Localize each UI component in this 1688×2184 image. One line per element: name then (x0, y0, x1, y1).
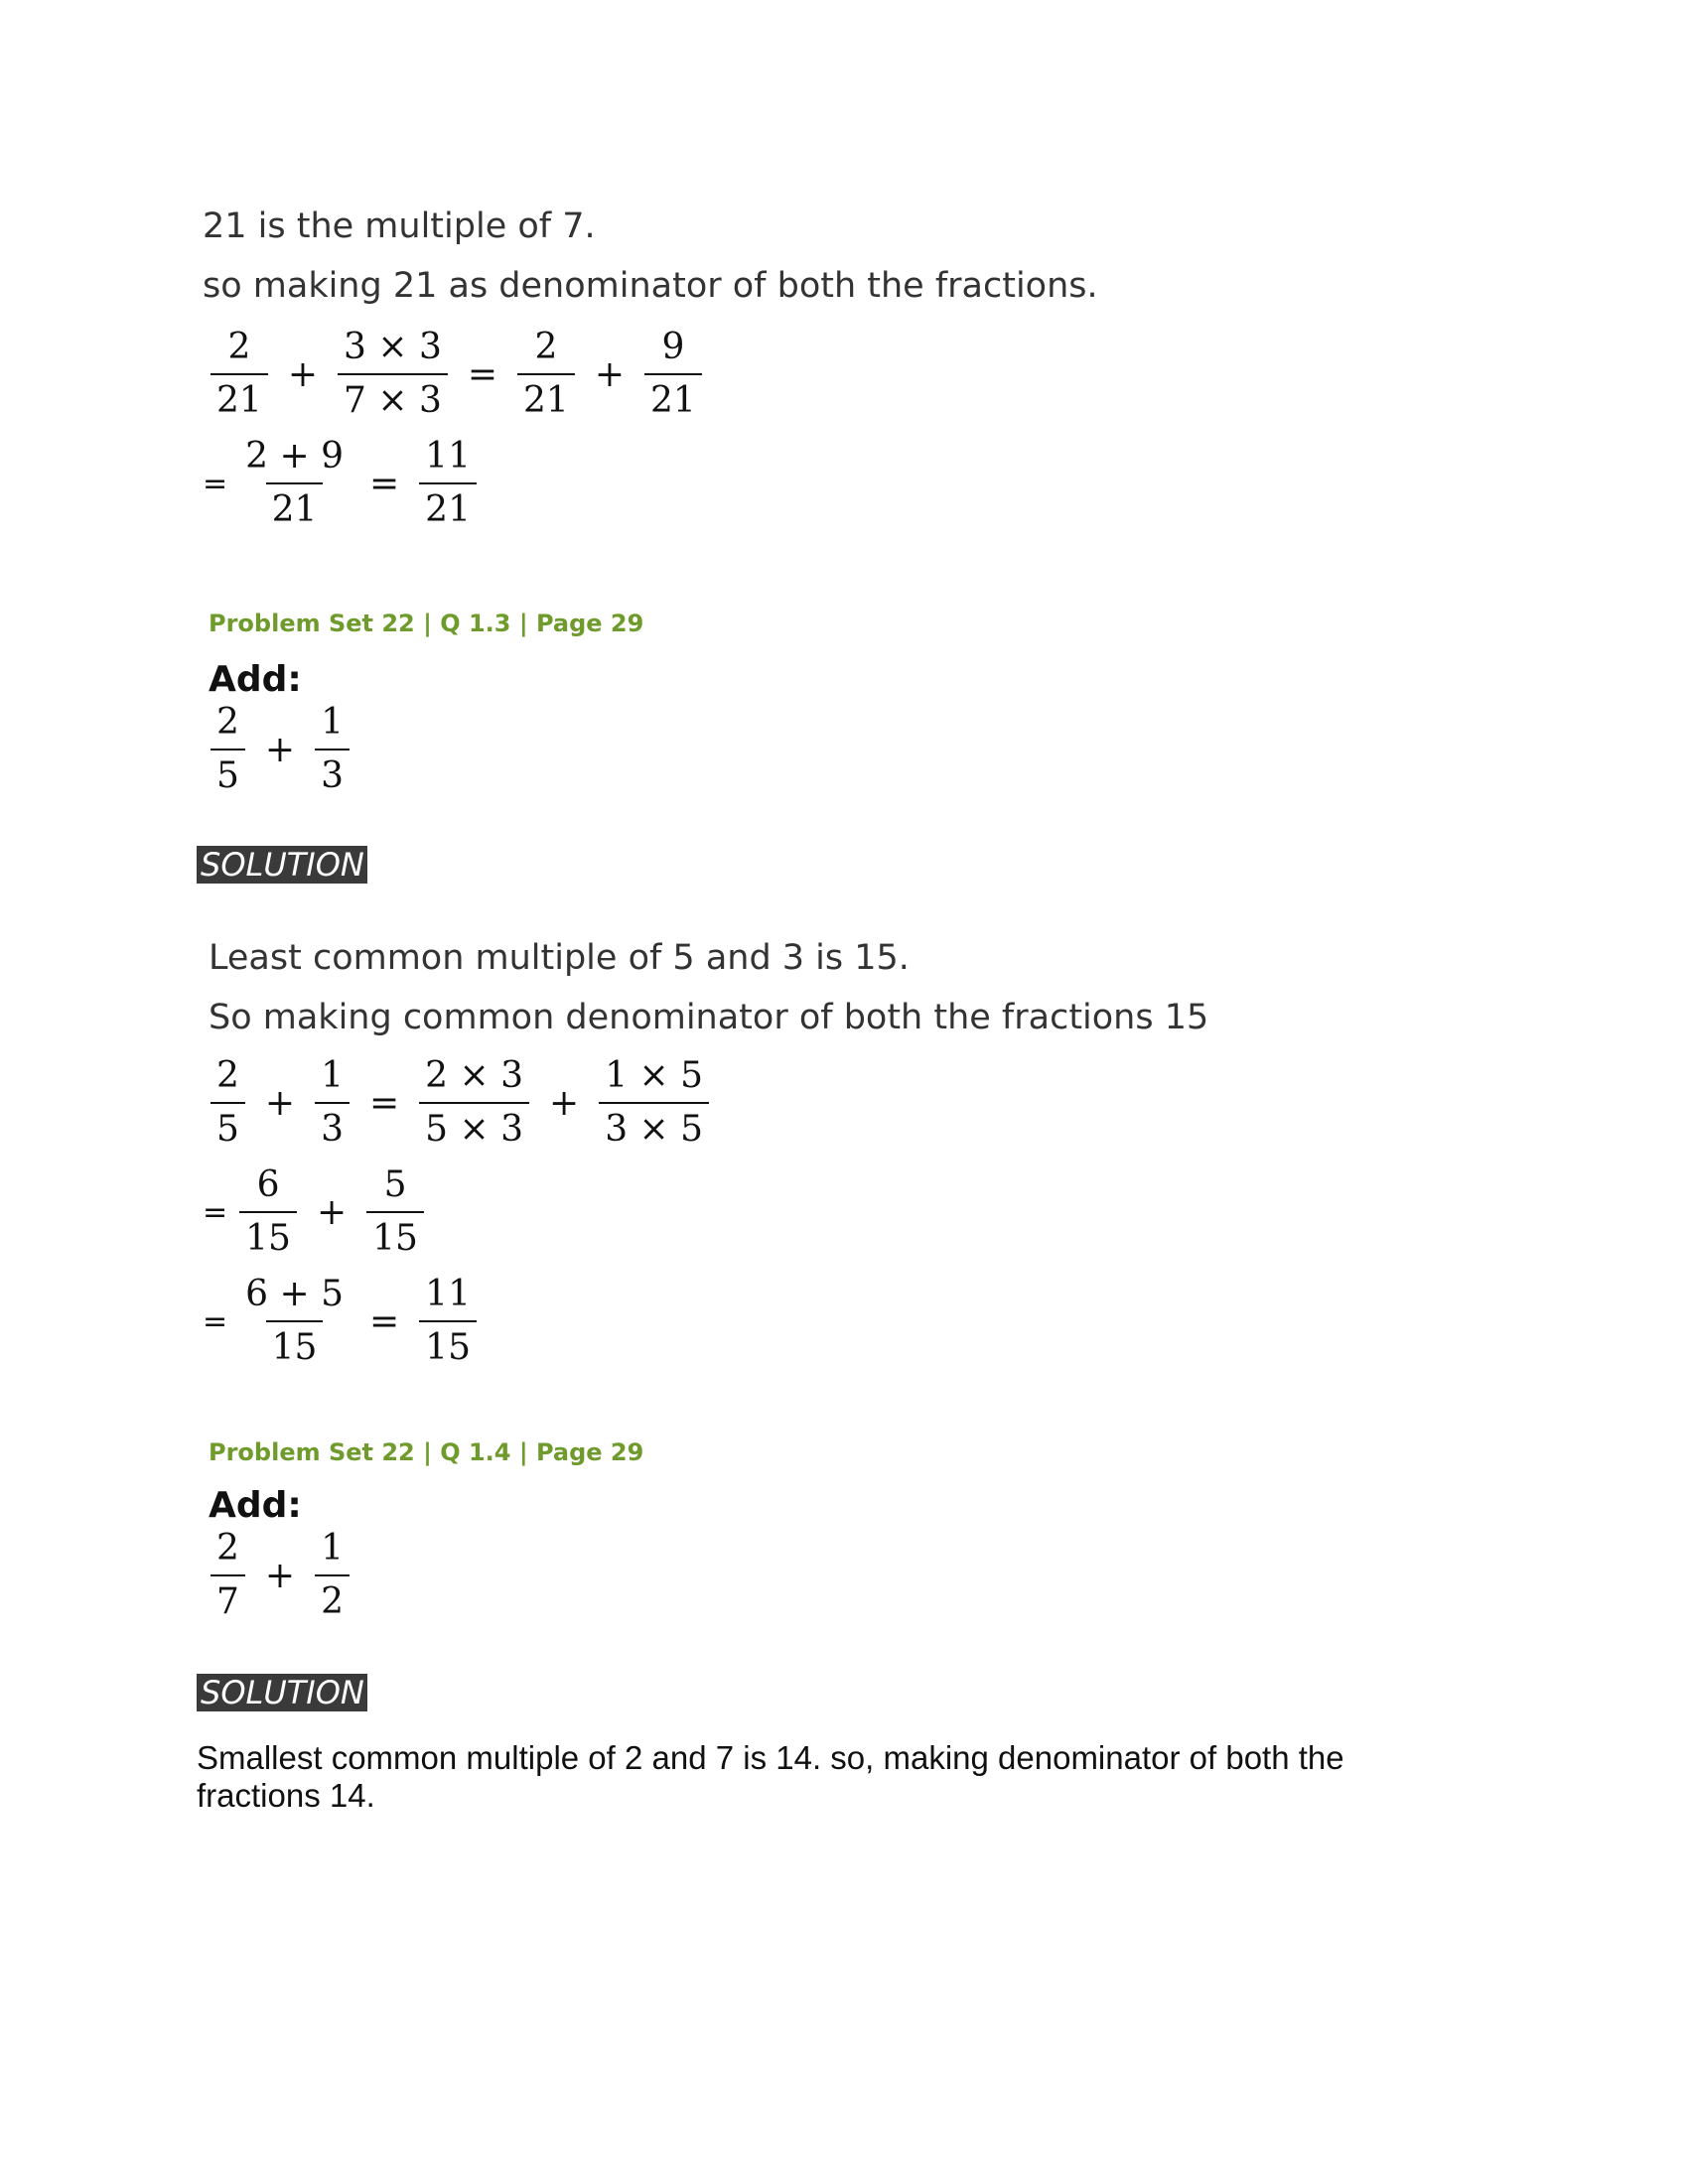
plus-operator: + (594, 353, 625, 395)
fraction: $\frac{1}{3}$ (315, 1056, 350, 1150)
solution-text-1: Least common multiple of 5 and 3 is 15. (209, 938, 910, 978)
plus-operator: + (316, 1191, 348, 1233)
equals-operator: = (368, 1082, 400, 1124)
fraction: $\frac{2}{21}$ (211, 328, 268, 421)
solution-label: SOLUTION (197, 1674, 367, 1711)
equals-operator: = (467, 353, 498, 395)
solution-row-3: = $\frac{6 + 5}{15}$ = $\frac{11}{15}$ (203, 1275, 485, 1368)
equals-operator: = (369, 1300, 400, 1342)
solution-row-1 (203, 1056, 717, 1150)
plus-operator: + (549, 1082, 580, 1124)
plus-operator: + (264, 729, 296, 770)
fraction: $\frac{2 + 9}{21}$ (245, 436, 344, 530)
add-label: Add: (209, 659, 302, 700)
fraction: $\frac{2}{5}$ (211, 703, 245, 796)
fraction: $\frac{2}{5}$ (211, 1056, 245, 1150)
fraction: $\frac{2 \times 3}{5 \times 3}$ (419, 1056, 529, 1150)
fraction: $\frac{2}{21}$ (517, 328, 575, 421)
fraction: $\frac{6}{15}$ (239, 1165, 297, 1259)
fraction: $\frac{2}{7}$ (211, 1529, 245, 1622)
problem-q1-4 (203, 1529, 357, 1622)
fraction: $\frac{11}{15}$ (419, 1275, 477, 1368)
solution-text: Smallest common multiple of 2 and 7 is 14. so, making denominator of both the fractions 14. (197, 1739, 1344, 1814)
intro-line-1: 21 is the multiple of 7. (203, 206, 596, 246)
question-meta-q1-4: Problem Set 22 | Q 1.4 | Page 29 (209, 1438, 644, 1466)
equation-1-row-1 (203, 328, 710, 421)
fraction: $\frac{1}{3}$ (315, 703, 350, 796)
equation-1-row-2: = $\frac{2 + 9}{21}$ = $\frac{11}{21}$ (203, 437, 485, 530)
plus-operator: + (287, 353, 318, 395)
fraction: $\frac{1 \times 5}{3 \times 5}$ (599, 1056, 709, 1150)
fraction: $\frac{5}{15}$ (366, 1165, 424, 1259)
equals-operator: = (369, 463, 400, 504)
add-label: Add: (209, 1485, 302, 1526)
fraction: $\frac{6 + 5}{15}$ (245, 1274, 344, 1368)
fraction: $\frac{9}{21}$ (644, 328, 702, 421)
fraction: $\frac{1}{2}$ (315, 1529, 350, 1622)
plus-operator: + (264, 1082, 296, 1124)
solution-label: SOLUTION (197, 846, 367, 884)
problem-q1-3 (203, 703, 357, 796)
fraction: $\frac{11}{21}$ (419, 437, 477, 530)
fraction: $\frac{3 \times 3}{7 \times 3}$ (338, 328, 448, 421)
question-meta-q1-3: Problem Set 22 | Q 1.3 | Page 29 (209, 610, 644, 637)
solution-row-2: = $\frac{6}{15}$ + $\frac{5}{15}$ (203, 1165, 432, 1259)
intro-line-2: so making 21 as denominator of both the fractions. (203, 266, 1098, 306)
plus-operator: + (264, 1555, 296, 1596)
solution-text-2: So making common denominator of both the fractions 15 (209, 998, 1209, 1037)
